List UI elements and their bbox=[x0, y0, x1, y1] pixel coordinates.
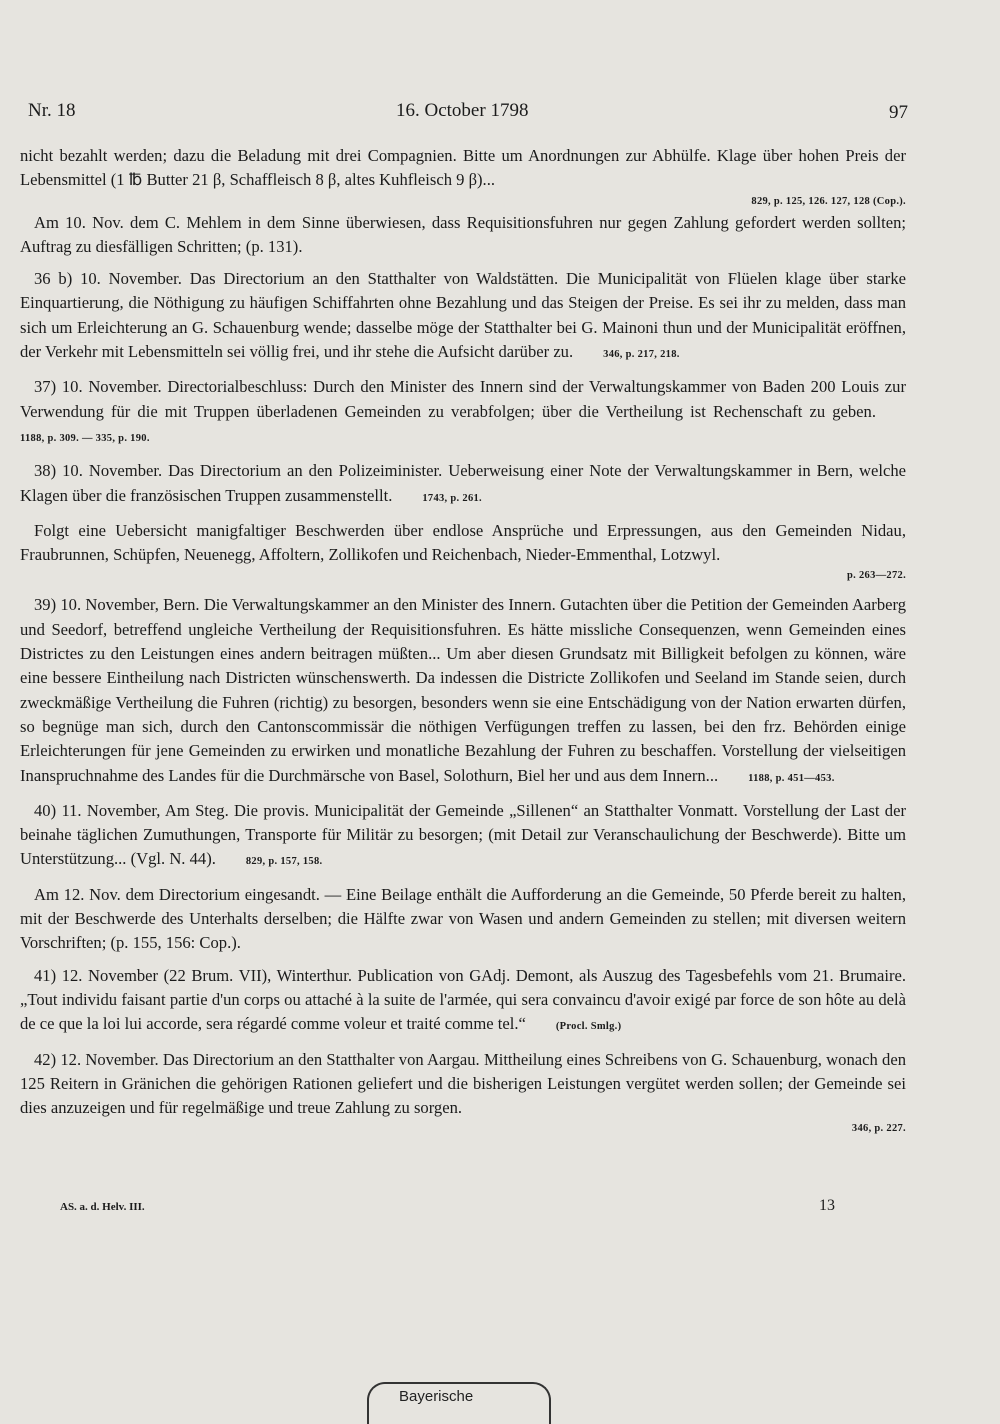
document-number: Nr. 18 bbox=[28, 100, 76, 121]
library-stamp bbox=[367, 1382, 551, 1424]
entry-38: 38) 10. November. Das Directorium an den Polizeiminister. Ueberweisung einer Note der Verwaltungskammer in Bern, welche Klagen über die französischen Truppen zusammenstellt. 1743, p. 261. bbox=[20, 461, 906, 505]
entry-reference: 346, p. 227. bbox=[851, 1123, 906, 1135]
page-number: 97 bbox=[889, 102, 908, 123]
entry-complaints-overview: Folgt eine Uebersicht manigfaltiger Beschwerden über endlose Ansprüche und Erpressungen, aus den Gemeinden Nidau, Fraubrunnen, Schüpfen, Neuenegg, Affoltern, Zollikofen und Reichenbach, Nieder-Emmenthal, Lotzwyl. bbox=[20, 520, 906, 565]
entry-reference: p. 263—272. bbox=[846, 570, 906, 582]
entry-note-nov-10: Am 10. Nov. dem C. Mehlem in dem Sinne überwiesen, dass Requisitionsfuhren nur gegen Zahlung gefordert werden sollten; Auftrag zu diesfälligen Schritten; (p. 131). bbox=[20, 212, 906, 256]
entry-36b: 36 b) 10. November. Das Directorium an den Statthalter von Waldstätten. Die Municipalität von Flüelen klage über starke Einquartierung, die Nöthigung zu häufigen Schiffahrten ohne Bezahlung und das Steigen der Preise. Es sei ihr zu melden, dass man sich um Erleichterung an G. Schauenburg wende; dasselbe möge der Statthalter bei G. Mainoni thun und der Municipalität eröffnen, der Verkehr mit Lebensmitteln sei völlig frei, und ihr stehe die Aufsicht darüber zu. 346, p. 217, 218. bbox=[20, 269, 906, 362]
entry-reference: 829, p. 125, 126. 127, 128 (Cop.). bbox=[751, 195, 906, 207]
entry-reference: 1188, p. 451—453. bbox=[748, 772, 835, 784]
sheet-number: 13 bbox=[819, 1197, 835, 1214]
entry-reference: 1743, p. 261. bbox=[422, 492, 482, 504]
body-text bbox=[20, 144, 906, 1138]
page-footer bbox=[60, 1197, 835, 1219]
entry-reference: 1188, p. 309. — 335, p. 190. bbox=[20, 432, 150, 444]
entry-37: 37) 10. November. Directorialbeschluss: Durch den Minister des Innern sind der Verwaltungskammer von Baden 200 Louis zur Verwendung für die mit Truppen überladenen Gemeinden zu verabfolgen; über die Vertheilung ist Rechenschaft zu geben.1188, p. 309. — 335, p. 190. bbox=[20, 377, 906, 444]
entry-39: 39) 10. November, Bern. Die Verwaltungskammer an den Minister des Innern. Gutachten über die Petition der Gemeinden Aarberg und Seedorf, betreffend ungleiche Vertheilung der Requisitionsfuhren. Es hätte missliche Consequenzen, wenn Gemeinden eines Districtes zu den Leistungen eines andern beitragen müßten... Um aber diesen Grundsatz mit Billigkeit befolgen zu können, wäre eine bessere Eintheilung nach Districten wünschenswerth. Da indessen die Districte Zollikofen und Seeland im Stande seien, durch zweckmäßige Vertheilung die Fuhren (richtig) zu besorgen, besonders wenn sie eine Entschädigung von der Nation erwarten dürfen, so begnüge man sich, durch den Cantonscommissär die nöthigen Verfügungen treffen zu lassen, bei den frz. Behörden einige Erleichterungen für jene Gemeinden zu erwirken und monatliche Bezahlung der Fuhren zu beschaffen. Vorstellung der vielseitigen Inanspruchnahme des Landes für die Durchmärsche von Basel, Solothurn, Biel her und aus dem Innern... 1188, p. 451—453. bbox=[20, 595, 906, 785]
stamp-text: Bayerische bbox=[399, 1388, 474, 1405]
volume-signature: AS. a. d. Helv. III. bbox=[60, 1201, 145, 1213]
entry-36a-continuation: nicht bezahlt werden; dazu die Beladung mit drei Compagnien. Bitte um Anordnungen zur Abhülfe. Klage über hohen Preis der Lebensmittel (1 ℔ Butter 21 β, Schaffleisch 8 β, altes Kuhfleisch 9 β)... bbox=[20, 146, 906, 190]
entry-40: 40) 11. November, Am Steg. Die provis. Municipalität der Gemeinde „Sillenen“ an Statthalter Vonmatt. Vorstellung der Last der beinahe täglichen Zumuthungen, Transporte für Militär zu besorgen; (mit Detail zur Veranschaulichung der Beschwerde). Bitte um Unterstützung... (Vgl. N. 44). 829, p. 157, 158. bbox=[20, 800, 906, 869]
document-date: 16. October 1798 bbox=[396, 100, 529, 121]
entry-note-nov-12: Am 12. Nov. dem Directorium eingesandt. — Eine Beilage enthält die Aufforderung an die Gemeinde, 50 Pferde bereit zu halten, mit der Beschwerde des Unterhalts derselben; die Hälfte zwar von Wasen und andern Gemeinden zu stellen; mit diversen weitern Vorschriften; (p. 155, 156: Cop.). bbox=[20, 884, 906, 953]
page-header bbox=[28, 100, 908, 128]
entry-reference: 346, p. 217, 218. bbox=[603, 349, 680, 361]
entry-reference: (Procl. Smlg.) bbox=[555, 1021, 622, 1033]
entry-41: 41) 12. November (22 Brum. VII), Winterthur. Publication von GAdj. Demont, als Auszug des Tagesbefehls vom 21. Brumaire. „Tout individu faisant partie d'un corps ou attaché à la suite de l'armée, qui sera convaincu d'avoir exigé par force de son hôte au delà de ce que la loi lui accorde, sera régardé comme voleur et traité comme tel.“ (Procl. Smlg.) bbox=[20, 965, 906, 1034]
entry-reference: 829, p. 157, 158. bbox=[245, 856, 323, 868]
entry-42: 42) 12. November. Das Directorium an den Statthalter von Aargau. Mittheilung eines Schreibens von G. Schauenburg, wonach den 125 Reitern in Gränichen die gehörigen Rationen geliefert und die bisherigen Leistungen vergütet werden sollen; der Gemeinde sei dies anzuzeigen und für regelmäßige und treue Zahlung zu sorgen. bbox=[20, 1049, 906, 1118]
